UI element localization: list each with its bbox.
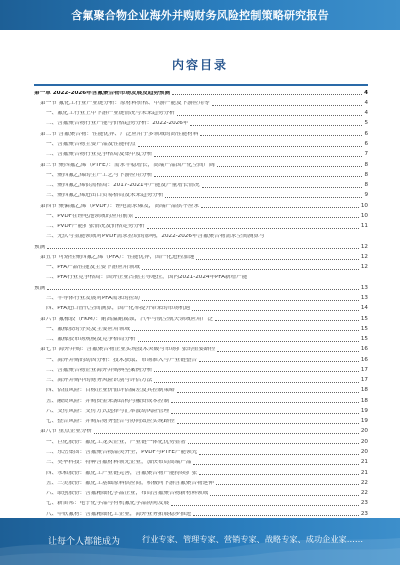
toc-entry[interactable] xyxy=(34,291,368,301)
toc-leader-dots xyxy=(138,341,359,342)
report-title: 含氟聚合物企业海外并购财务风险控制策略研究报告 xyxy=(71,9,329,22)
toc-entry-text: 四、永和股份：氟化工产业链完善，含氟聚合物产能持续扩张 xyxy=(46,470,198,476)
toc-entry[interactable] xyxy=(34,281,368,291)
toc-entry[interactable] xyxy=(34,86,368,96)
toc-entry[interactable] xyxy=(34,384,368,394)
toc-entry-text: 三、昊华科技：特种含氟材料领先企业，加快布局高端产品 xyxy=(46,460,192,466)
toc-leader-dots xyxy=(199,361,359,362)
toc-page-number: 12 xyxy=(360,243,368,250)
toc-entry-text: 第八节 重点企业分析 xyxy=(40,429,93,435)
toc-entry[interactable] xyxy=(34,425,368,435)
toc-page-number: 22 xyxy=(360,490,368,497)
toc-entry-text: 一、巨化股份：氟化工龙头企业，产业链一体化优势显著 xyxy=(46,439,186,445)
footer-slogan-right: 行业专家、管理专家、营销专家、战略专家、成功企业家…… xyxy=(142,534,364,544)
toc-leader-dots xyxy=(196,259,359,260)
toc-leader-dots xyxy=(154,371,359,372)
toc-leader-dots xyxy=(201,207,359,208)
toc-entry-text: 二、含氟聚合物企业海外并购典型案例分析 xyxy=(46,367,153,373)
toc-page-number: 4 xyxy=(364,110,368,117)
toc-page-number: 21 xyxy=(360,469,368,476)
toc-page-number: 8 xyxy=(364,182,368,189)
toc-page-number: 10 xyxy=(360,212,368,219)
toc-entry-text: 一、PVDF在锂电池领域的应用前景 xyxy=(46,213,134,219)
toc-entry-text: 第三节 聚四氟乙烯（PTFE）：需求平稳增长，高端产品国产化空间广阔 xyxy=(40,162,215,168)
toc-page-number: 23 xyxy=(360,500,368,507)
toc-page-number: 4 xyxy=(364,89,368,96)
toc-entry-text: 四、PFA进口替代空间测算，国产化率提升带来的市场机遇 xyxy=(46,306,191,312)
toc-page-number: 12 xyxy=(360,264,368,271)
toc-page-number: 8 xyxy=(364,161,368,168)
toc-leader-dots xyxy=(154,156,362,157)
toc-leader-dots xyxy=(154,176,362,177)
toc-leader-dots xyxy=(215,320,359,321)
toc-leader-dots xyxy=(142,269,359,270)
toc-leader-dots xyxy=(142,300,359,301)
toc-page-number: 11 xyxy=(360,223,368,230)
toc-entry-text: 一、含氟聚合物主要产品及性能特点 xyxy=(46,142,136,147)
toc-entry-text: 一、氟化工行业上中下游产业链情况与未来趋势分析 xyxy=(46,111,175,117)
toc-entry-text: 预测 xyxy=(34,244,46,250)
toc-entry-text: 第二节 含氟聚合物：性能优异、广泛应用于多领域的高性能材料 xyxy=(40,131,199,137)
header-bar xyxy=(0,0,400,30)
toc-entry[interactable] xyxy=(34,230,368,240)
toc-leader-dots xyxy=(147,228,359,229)
toc-leader-dots xyxy=(192,310,359,311)
toc-entry-text: 三、半导体行业发展对PFA需求的拉动 xyxy=(46,295,140,301)
toc-leader-dots xyxy=(172,94,362,95)
toc-leader-dots xyxy=(94,433,359,434)
toc-entry[interactable] xyxy=(34,476,368,486)
toc-entry-text: 二、PFA行业竞争格局：国外企业占据主导地位，国内2021-2024年PFA新增产能 xyxy=(46,275,248,281)
toc-entry[interactable] xyxy=(34,107,368,117)
toc-leader-dots xyxy=(199,454,359,455)
toc-page-number: 17 xyxy=(360,366,368,373)
toc-leader-dots xyxy=(171,505,359,506)
toc-entry-text: 七、新宙邦：电子化学品与有机氟化学品协同发展 xyxy=(46,501,170,507)
toc-entry-text: 二、氟橡胶市场规模及竞争格局分析 xyxy=(46,337,136,343)
toc-leader-dots xyxy=(199,474,359,475)
toc-entry-text: 五、融资风险：并购资金来源结构与融资成本控制 xyxy=(46,398,170,404)
toc-entry[interactable] xyxy=(34,332,368,342)
toc-entry[interactable] xyxy=(34,404,368,414)
toc-entry[interactable] xyxy=(34,209,368,219)
toc-entry[interactable] xyxy=(34,373,368,383)
toc-entry-text: 第一章 2022-2026年含氟聚合物市场发展及趋势预测 xyxy=(34,90,171,96)
toc-leader-dots xyxy=(165,197,362,198)
toc-entry[interactable] xyxy=(34,343,368,353)
toc-entry[interactable] xyxy=(34,271,368,281)
toc-page-number: 14 xyxy=(360,305,368,312)
toc-page-number: 20 xyxy=(360,438,368,445)
toc-entry[interactable] xyxy=(34,137,368,147)
footer-bar xyxy=(0,518,400,565)
toc-entry[interactable] xyxy=(34,189,368,199)
toc-leader-dots xyxy=(193,515,358,516)
toc-entry[interactable] xyxy=(34,497,368,507)
toc-page-number: 17 xyxy=(360,377,368,384)
toc-page-number: 4 xyxy=(364,99,368,106)
toc-entry[interactable] xyxy=(34,168,368,178)
toc-entry-text: 二、东岳集团：含氟聚合物品类齐全，PVDF与PTFE产能领先 xyxy=(46,449,198,455)
toc-leader-dots xyxy=(177,392,359,393)
toc-entry[interactable] xyxy=(34,302,368,312)
toc-heading: 内容目录 xyxy=(171,58,228,72)
toc-leader-dots xyxy=(193,464,358,465)
toc-page-number: 12 xyxy=(360,253,368,260)
toc-leader-dots xyxy=(171,402,359,403)
toc-entry-text: 第一节 氟化工行业产业链分析：原材料价格、中游产能及下游应用等 xyxy=(40,100,210,106)
toc-leader-dots xyxy=(210,495,359,496)
toc-entry[interactable] xyxy=(34,466,368,476)
toc-entry[interactable] xyxy=(34,127,368,137)
toc-leader-dots xyxy=(47,248,359,249)
toc-entry-text: 第七节 海外并购：含氟聚合物企业实现技术突破与市场扩张的重要路径 xyxy=(40,347,216,353)
toc-leader-dots xyxy=(135,217,358,218)
toc-entry[interactable] xyxy=(34,353,368,363)
toc-entry[interactable] xyxy=(34,445,368,455)
toc-entry-text: 二、含氟聚合物行业产能与价格趋势分析：2022-2026年 xyxy=(46,121,189,127)
toc-page-number: 23 xyxy=(360,510,368,517)
toc-leader-dots xyxy=(217,166,363,167)
toc-page-number: 9 xyxy=(364,192,368,199)
toc-entry-text: 五、三美股份：氟化工基础原料供应商，积极向下游含氟聚合物延伸 xyxy=(46,480,214,486)
toc-page-number: 15 xyxy=(360,336,368,343)
toc-leader-dots xyxy=(171,413,359,414)
toc-entry-text: 预测 xyxy=(34,285,46,291)
toc-entry-text: 三、海外并购中的财务风险识别与评估方法 xyxy=(46,378,153,384)
toc-page-number: 13 xyxy=(360,284,368,291)
toc-entry-text: 三、聚四氟乙烯进出口贸易格局及未来趋势分析 xyxy=(46,193,164,199)
toc-leader-dots xyxy=(132,330,359,331)
toc-leader-dots xyxy=(212,105,363,106)
toc-leader-dots xyxy=(216,484,359,485)
toc-entry-text: 一、海外并购的动因分析：技术获取、市场准入与产业链整合 xyxy=(46,357,198,363)
toc-entry[interactable] xyxy=(34,456,368,466)
toc-leader-dots xyxy=(47,289,359,290)
toc-page-number: 18 xyxy=(360,387,368,394)
toc-entry-text: 六、联创股份：含氟精细化学品企业，布局含氟聚合物新材料领域 xyxy=(46,491,209,497)
toc-entry[interactable] xyxy=(34,240,368,250)
toc-entry-text: 八、中欣氟材：含氟精细化工企业，海外业务拓展稳步推进 xyxy=(46,511,192,517)
toc-entry[interactable] xyxy=(34,148,368,158)
toc-page-number: 8 xyxy=(364,171,368,178)
toc-entry-text: 三、光伏与氢能领域对PVDF需求拉动的影响，2022-2026年含氟聚合物需求空间测算与 xyxy=(46,234,265,240)
toc-entry-text: 第六节 氟橡胶（FKM）：耐高温耐腐蚀，汽车与航空航天领域应用广泛 xyxy=(40,316,213,322)
toc-page-number: 22 xyxy=(360,479,368,486)
table-of-contents xyxy=(34,86,368,517)
toc-entry-text: 六、支付风险：支付方式选择与汇率波动风险管理 xyxy=(46,408,170,414)
toc-page-number: 6 xyxy=(364,130,368,137)
toc-entry-text: 四、估值风险：目标企业价值评估偏差及其控制策略 xyxy=(46,388,175,394)
toc-page-number: 16 xyxy=(360,356,368,363)
toc-entry[interactable] xyxy=(34,322,368,332)
toc-entry[interactable] xyxy=(34,219,368,229)
toc-entry-text: 第五节 可熔性聚四氟乙烯（PFA）：性能优异，国产化进程加速 xyxy=(40,254,195,260)
toc-page-number: 16 xyxy=(360,346,368,353)
toc-entry[interactable] xyxy=(34,394,368,404)
toc-page-number: 20 xyxy=(360,428,368,435)
toc-leader-dots xyxy=(177,115,363,116)
footer-slogan-left: 让每个人都能成为 xyxy=(48,537,121,547)
toc-leader-dots xyxy=(188,443,359,444)
toc-entry-text: 第四节 聚偏氟乙烯（PVDF）：锂电需求爆发，高端产品供不应求 xyxy=(40,203,200,209)
toc-page-number: 19 xyxy=(360,407,368,414)
toc-entry[interactable] xyxy=(34,96,368,106)
toc-page-number: 19 xyxy=(360,418,368,425)
toc-entry[interactable] xyxy=(34,363,368,373)
toc-entry[interactable] xyxy=(34,178,368,188)
toc-entry-text: 二、PVDF产能扩张情况及价格走势分析 xyxy=(46,224,145,230)
toc-entry[interactable] xyxy=(34,250,368,260)
toc-leader-dots xyxy=(190,125,362,126)
toc-page-number: 15 xyxy=(360,325,368,332)
toc-page-number: 15 xyxy=(360,315,368,322)
toc-page-number: 20 xyxy=(360,448,368,455)
toc-entry[interactable] xyxy=(34,435,368,445)
toc-entry[interactable] xyxy=(34,261,368,271)
toc-page-number: 18 xyxy=(360,397,368,404)
toc-page-number: 7 xyxy=(364,151,368,158)
toc-leader-dots xyxy=(154,382,359,383)
toc-page-number: 10 xyxy=(360,202,368,209)
toc-entry-text: 一、聚四氟乙烯的生产工艺与下游应用分析 xyxy=(46,172,153,178)
toc-leader-dots xyxy=(217,351,359,352)
toc-entry[interactable] xyxy=(34,486,368,496)
toc-leader-dots xyxy=(200,135,362,136)
toc-entry-text: 一、PFA产品性能及主要下游应用领域 xyxy=(46,265,140,271)
toc-entry-text: 二、含氟聚合物行业竞争格局及集中度分析 xyxy=(46,152,153,158)
toc-entry-text: 一、氟橡胶的分类及主要应用领域 xyxy=(46,326,130,332)
toc-page-number: 21 xyxy=(360,459,368,466)
toc-entry[interactable] xyxy=(34,199,368,209)
toc-page-number: 13 xyxy=(360,294,368,301)
toc-entry[interactable] xyxy=(34,415,368,425)
toc-entry[interactable] xyxy=(34,158,368,168)
toc-entry-text: 七、整合风险：并购后财务整合与协同效应实现路径 xyxy=(46,419,175,425)
toc-entry[interactable] xyxy=(34,117,368,127)
toc-leader-dots xyxy=(202,187,363,188)
toc-leader-dots xyxy=(138,146,363,147)
toc-entry[interactable] xyxy=(34,312,368,322)
toc-page-number: 5 xyxy=(364,120,368,127)
toc-entry[interactable] xyxy=(34,507,368,517)
toc-entry-text: 二、聚四氟乙烯供需格局：2017-2021年产能及产量增长情况 xyxy=(46,183,200,189)
toc-leader-dots xyxy=(177,423,359,424)
toc-page-number: 6 xyxy=(364,141,368,147)
